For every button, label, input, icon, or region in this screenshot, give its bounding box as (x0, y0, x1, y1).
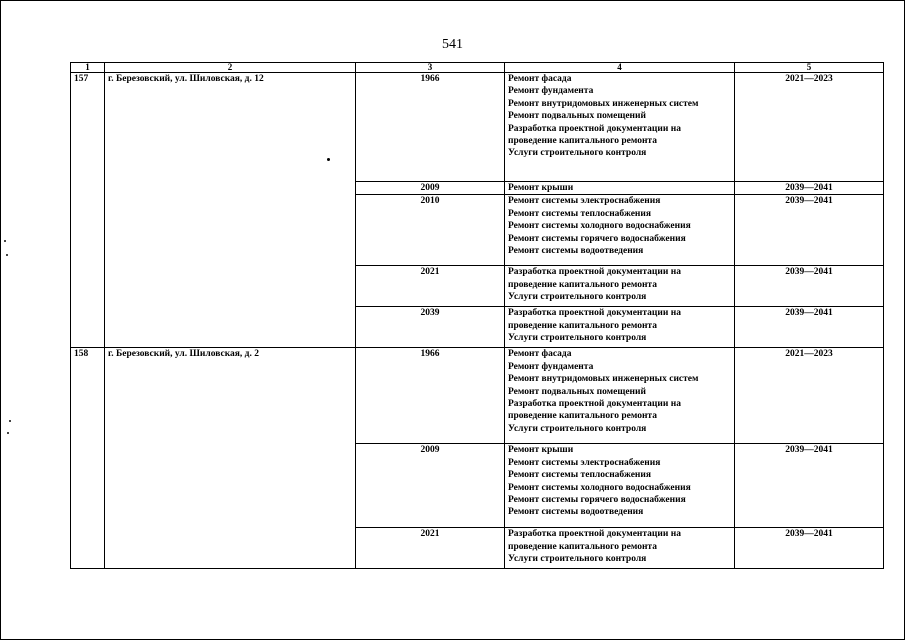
work-item: Ремонт внутридомовых инженерных систем (508, 98, 699, 109)
work-item: Услуги строительного контроля (508, 333, 647, 344)
work-list (505, 73, 735, 182)
building-address: г. Березовский, ул. Шиловская, д. 2 (105, 348, 356, 569)
work-item: Ремонт крыши (508, 445, 574, 456)
commission-year: 2039 (356, 307, 505, 348)
repair-period: 2039—2041 (735, 307, 884, 348)
work-item: проведение капитального ремонта (508, 279, 657, 290)
work-item: Ремонт системы водоотведения (508, 246, 644, 257)
column-header-5: 5 (735, 63, 884, 73)
work-list (505, 528, 735, 569)
work-item: Ремонт фасада (508, 349, 572, 360)
work-item: Разработка проектной документации на (508, 308, 681, 319)
work-item: Ремонт фундамента (508, 86, 594, 97)
page-number: 541 (442, 37, 463, 52)
repair-period: 2021—2023 (735, 73, 884, 182)
commission-year: 1966 (356, 348, 505, 444)
commission-year: 2009 (356, 444, 505, 528)
work-item: Ремонт внутридомовых инженерных систем (508, 374, 699, 385)
repair-period: 2021—2023 (735, 348, 884, 444)
work-item: Услуги строительного контроля (508, 423, 647, 434)
column-header-2: 2 (105, 63, 356, 73)
work-list (505, 266, 735, 307)
commission-year: 2021 (356, 266, 505, 307)
scan-speck (6, 254, 8, 256)
work-item: Ремонт системы водоотведения (508, 507, 644, 518)
column-number-row (71, 63, 884, 73)
work-item: проведение капитального ремонта (508, 136, 657, 147)
repair-period: 2039—2041 (735, 528, 884, 569)
work-item: Разработка проектной документации на (508, 399, 681, 410)
work-item: Разработка проектной документации на (508, 267, 681, 278)
work-list (505, 307, 735, 348)
work-list (505, 444, 735, 528)
work-item: Разработка проектной документации на (508, 529, 681, 540)
work-item: проведение капитального ремонта (508, 411, 657, 422)
work-item: Услуги строительного контроля (508, 292, 647, 303)
work-list (505, 348, 735, 444)
repair-period: 2039—2041 (735, 182, 884, 195)
work-item: Ремонт подвальных помещений (508, 386, 646, 397)
table-row (71, 73, 884, 182)
repair-period: 2039—2041 (735, 444, 884, 528)
work-item: Услуги строительного контроля (508, 148, 647, 159)
work-item: Ремонт фасада (508, 74, 572, 84)
work-item: проведение капитального ремонта (508, 541, 657, 552)
work-item: Ремонт системы электроснабжения (508, 457, 661, 468)
scan-speck (7, 432, 9, 434)
commission-year: 2021 (356, 528, 505, 569)
commission-year: 2009 (356, 182, 505, 195)
work-list (505, 182, 735, 195)
column-header-1: 1 (71, 63, 105, 73)
repair-period: 2039—2041 (735, 266, 884, 307)
work-item: Ремонт системы электроснабжения (508, 196, 661, 207)
work-item: Ремонт системы холодного водоснабжения (508, 221, 691, 232)
column-header-3: 3 (356, 63, 505, 73)
column-header-4: 4 (505, 63, 735, 73)
scan-speck (9, 420, 11, 422)
commission-year: 2010 (356, 195, 505, 266)
work-item: проведение капитального ремонта (508, 320, 657, 331)
work-item: Ремонт системы теплоснабжения (508, 470, 652, 481)
work-item: Ремонт подвальных помещений (508, 111, 646, 122)
scan-speck (4, 240, 6, 242)
building-address: г. Березовский, ул. Шиловская, д. 12 (105, 73, 356, 348)
work-item: Ремонт системы холодного водоснабжения (508, 482, 691, 493)
work-item: Услуги строительного контроля (508, 554, 647, 565)
repair-period: 2039—2041 (735, 195, 884, 266)
work-item: Ремонт системы горячего водоснабжения (508, 233, 686, 244)
work-item: Ремонт системы теплоснабжения (508, 208, 652, 219)
work-item: Ремонт крыши (508, 183, 574, 193)
capital-repair-table (70, 62, 884, 569)
row-number: 158 (71, 348, 105, 569)
row-number: 157 (71, 73, 105, 348)
work-item: Ремонт фундамента (508, 361, 594, 372)
work-item: Ремонт системы горячего водоснабжения (508, 495, 686, 506)
work-list (505, 195, 735, 266)
stray-dot (327, 158, 330, 161)
work-item: Разработка проектной документации на (508, 123, 681, 134)
commission-year: 1966 (356, 73, 505, 182)
table-row (71, 348, 884, 444)
